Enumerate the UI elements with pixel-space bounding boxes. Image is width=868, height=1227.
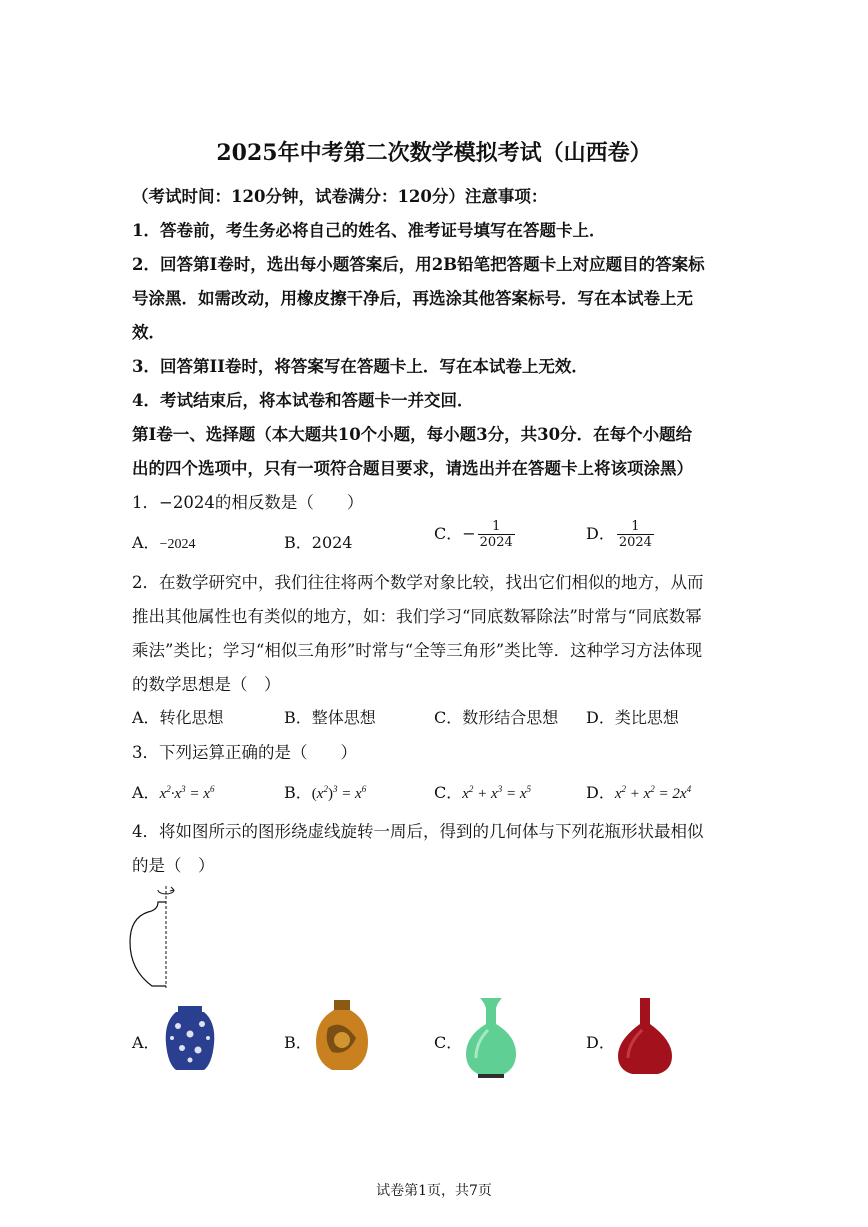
notice-2-end: 效．: [132, 323, 165, 342]
option-label: A．: [132, 783, 160, 802]
option-label: B．: [284, 783, 312, 802]
option-label: C．: [434, 524, 463, 543]
minus-sign: −: [462, 524, 476, 543]
notice-2: 2．回答第I卷时，选出每小题答案后，用2B铅笔把答题卡上对应题目的答案标: [132, 255, 705, 274]
q1-option-d[interactable]: [586, 519, 654, 550]
q2-option-b[interactable]: B．整体思想: [284, 708, 376, 727]
vase-d-image[interactable]: [614, 996, 676, 1076]
q3-option-c[interactable]: [434, 780, 531, 803]
fraction: $\frac{1}{2024}$: [479, 519, 513, 550]
option-label: B．: [284, 533, 312, 552]
q1-option-a[interactable]: [132, 530, 195, 553]
q4-option-a-label[interactable]: A．: [132, 1033, 160, 1052]
option-value: −2024: [159, 537, 196, 552]
q3-option-d[interactable]: [586, 780, 691, 803]
q2-stem-3: 乘法”类比；学习“相似三角形”时常与“全等三角形”类比等．这种学习方法体现: [132, 641, 703, 660]
section-heading: 第I卷一、选择题（本大题共10个小题，每小题3分，共30分．在每个小题给: [132, 425, 693, 444]
notice-1: 1．答卷前，考生务必将自己的姓名、准考证号填写在答题卡上．: [132, 221, 606, 240]
q1-option-c[interactable]: [434, 519, 515, 550]
vase-a-image[interactable]: [160, 1004, 220, 1072]
option-value: 2024: [311, 533, 353, 552]
section-heading-cont: 出的四个选项中，只有一项符合题目要求，请选出并在答题卡上将该项涂黑）: [132, 459, 693, 478]
q4-option-b-label[interactable]: B．: [284, 1033, 312, 1052]
option-label: C．: [434, 783, 463, 802]
option-label: D．: [586, 524, 615, 543]
q1-stem: 1．−2024的相反数是（ ）: [132, 493, 364, 512]
q2-option-c[interactable]: C．数形结合思想: [434, 708, 559, 727]
q4-stem-1: 4．将如图所示的图形绕虚线旋转一周后，得到的几何体与下列花瓶形状最相似: [132, 822, 704, 841]
q4-option-d-label[interactable]: D．: [586, 1033, 615, 1052]
q2-option-d[interactable]: D．类比思想: [586, 708, 679, 727]
option-label: D．: [586, 783, 615, 802]
notice-4: 4．考试结束后，将本试卷和答题卡一并交回．: [132, 391, 474, 410]
page-title: 2025年中考第二次数学模拟考试（山西卷）: [216, 140, 652, 166]
notice-3: 3．回答第II卷时，将答案写在答题卡上．写在本试卷上无效．: [132, 357, 588, 376]
formula: $x^2 + x^3 = x^5$: [462, 784, 531, 802]
fraction: $\frac{1}{2024}$: [618, 519, 652, 550]
vase-c-image[interactable]: [458, 996, 524, 1080]
q2-option-a[interactable]: A．转化思想: [132, 708, 224, 727]
q3-option-a[interactable]: [132, 780, 214, 803]
notice-2-cont: 号涂黑．如需改动，用橡皮擦干净后，再选涂其他答案标号．写在本试卷上无: [132, 289, 693, 308]
exam-info: （考试时间：120分钟，试卷满分：120分）注意事项：: [132, 187, 548, 206]
rotation-figure: [124, 880, 184, 992]
q4-option-c-label[interactable]: C．: [434, 1033, 463, 1052]
formula: $(x^2)^3 = x^6$: [311, 784, 367, 802]
q3-option-b[interactable]: [284, 780, 366, 803]
vase-b-image[interactable]: [312, 998, 372, 1074]
formula: $x^2\cdot x^3 = x^6$: [159, 784, 215, 802]
q2-stem-4: 的数学思想是（ ）: [132, 675, 281, 694]
formula: $x^2 + x^2 = 2x^4$: [614, 784, 692, 802]
q2-stem-1: 2．在数学研究中，我们往往将两个数学对象比较，找出它们相似的地方，从而: [132, 573, 704, 592]
page-footer: 试卷第1页，共7页: [376, 1183, 492, 1199]
q4-stem-2: 的是（ ）: [132, 856, 215, 875]
q1-option-b[interactable]: [284, 530, 352, 553]
q2-stem-2: 推出其他属性也有类似的地方，如：我们学习“同底数幂除法”时常与“同底数幂: [132, 607, 702, 626]
q3-stem: 3．下列运算正确的是（ ）: [132, 743, 357, 762]
option-label: A．: [132, 533, 160, 552]
